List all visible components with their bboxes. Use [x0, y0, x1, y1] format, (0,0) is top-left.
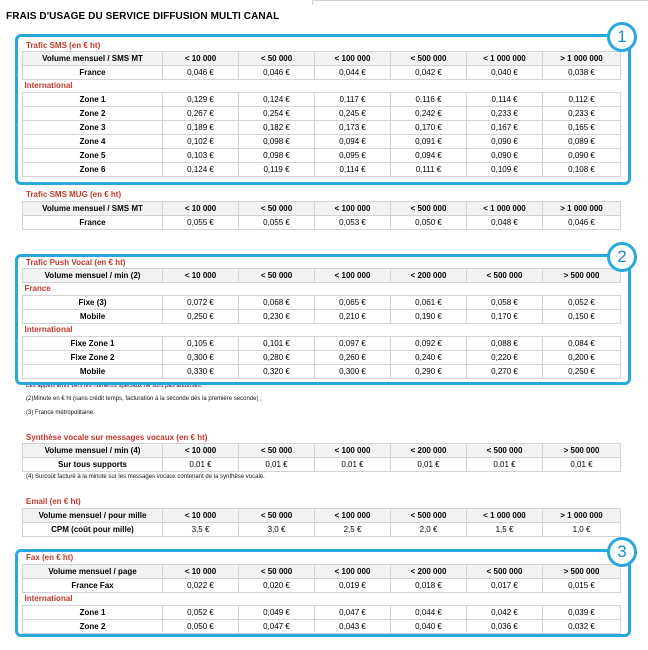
price-cell: 0,245 €	[315, 107, 391, 121]
price-cell: 0,019 €	[315, 579, 391, 593]
price-cell: 0,170 €	[467, 310, 543, 324]
price-cell: 0,098 €	[239, 149, 315, 163]
price-cell: 0,01 €	[239, 458, 315, 472]
price-cell: 0,280 €	[239, 351, 315, 365]
price-cell: 0,055 €	[239, 216, 315, 230]
price-cell: 0,165 €	[543, 121, 621, 135]
price-cell: 0,046 €	[239, 66, 315, 80]
price-cell: 0,084 €	[543, 337, 621, 351]
price-cell: 0,01 €	[391, 458, 467, 472]
price-cell: 0,091 €	[391, 135, 467, 149]
price-cell: 0,129 €	[163, 93, 239, 107]
price-cell: 0,01 €	[315, 458, 391, 472]
price-cell: 0,032 €	[543, 620, 621, 634]
price-cell: 0,065 €	[315, 296, 391, 310]
price-cell: 0,117 €	[315, 93, 391, 107]
price-cell: 0,260 €	[315, 351, 391, 365]
price-cell: 3,5 €	[163, 523, 239, 537]
price-cell: 0,240 €	[391, 351, 467, 365]
price-cell: 0,102 €	[163, 135, 239, 149]
price-cell: 0,242 €	[391, 107, 467, 121]
synth-section-title: Synthèse vocale sur messages vocaux (en € ht)	[26, 433, 208, 442]
price-cell: 0,022 €	[163, 579, 239, 593]
price-cell: 0,170 €	[391, 121, 467, 135]
fax-section-title: Fax (en € ht)	[26, 553, 74, 562]
column-header-volume: Volume mensuel / min (2)	[23, 269, 163, 283]
column-header-tier: < 50 000	[239, 565, 315, 579]
price-cell: 0,090 €	[543, 149, 621, 163]
subsection-label: International	[23, 324, 621, 337]
price-cell: 0,047 €	[315, 606, 391, 620]
price-cell: 0,020 €	[239, 579, 315, 593]
row-label: Mobile	[23, 365, 163, 379]
price-cell: 0,233 €	[467, 107, 543, 121]
price-cell: 0,114 €	[467, 93, 543, 107]
price-cell: 0,114 €	[315, 163, 391, 177]
highlight-box-1	[15, 34, 631, 185]
column-header-tier: < 500 000	[467, 444, 543, 458]
column-header-tier: > 1 000 000	[543, 202, 621, 216]
row-label: France Fax	[23, 579, 163, 593]
price-cell: 0,061 €	[391, 296, 467, 310]
synth-note: (4) Surcoût facturé à la minute sur les messages vocaux contenant de la synthèse vocale.	[26, 474, 265, 480]
price-cell: 0,089 €	[543, 135, 621, 149]
row-label: Zone 2	[23, 620, 163, 634]
email-price-table	[22, 508, 621, 537]
badge-1: 1	[607, 22, 637, 52]
price-cell: 0,048 €	[467, 216, 543, 230]
price-cell: 0,101 €	[239, 337, 315, 351]
row-label: Zone 3	[23, 121, 163, 135]
vocal-note-1: Les appels émis vers les numéros spéciaux ne sont pas autorisés.	[26, 383, 203, 389]
column-header-tier: < 50 000	[239, 444, 315, 458]
price-cell: 0,097 €	[315, 337, 391, 351]
price-cell: 0,173 €	[315, 121, 391, 135]
price-cell: 0,111 €	[391, 163, 467, 177]
price-cell: 3,0 €	[239, 523, 315, 537]
price-cell: 0,01 €	[163, 458, 239, 472]
mug-price-table	[22, 201, 621, 230]
price-cell: 0,046 €	[543, 216, 621, 230]
price-cell: 0,167 €	[467, 121, 543, 135]
price-cell: 0,053 €	[315, 216, 391, 230]
price-cell: 0,105 €	[163, 337, 239, 351]
price-cell: 0,015 €	[543, 579, 621, 593]
column-header-tier: < 100 000	[315, 565, 391, 579]
column-header-tier: < 50 000	[239, 509, 315, 523]
subsection-label: International	[23, 593, 621, 606]
price-cell: 0,200 €	[543, 351, 621, 365]
price-cell: 0,046 €	[163, 66, 239, 80]
row-label: Mobile	[23, 310, 163, 324]
price-cell: 0,150 €	[543, 310, 621, 324]
price-cell: 2,5 €	[315, 523, 391, 537]
row-label: Zone 1	[23, 606, 163, 620]
column-header-tier: < 50 000	[239, 269, 315, 283]
column-header-tier: < 10 000	[163, 269, 239, 283]
price-cell: 0,044 €	[391, 606, 467, 620]
price-cell: 0,220 €	[467, 351, 543, 365]
column-header-tier: < 10 000	[163, 565, 239, 579]
column-header-tier: < 500 000	[391, 52, 467, 66]
price-cell: 0,250 €	[543, 365, 621, 379]
price-cell: 0,233 €	[543, 107, 621, 121]
column-header-tier: > 1 000 000	[543, 52, 621, 66]
price-cell: 0,230 €	[239, 310, 315, 324]
sms-section-title: Trafic SMS (en € ht)	[26, 41, 101, 50]
price-cell: 0,182 €	[239, 121, 315, 135]
badge-3: 3	[607, 537, 637, 567]
row-label: Zone 5	[23, 149, 163, 163]
price-cell: 0,300 €	[163, 351, 239, 365]
price-cell: 0,250 €	[163, 310, 239, 324]
price-cell: 0,050 €	[391, 216, 467, 230]
price-cell: 0,049 €	[239, 606, 315, 620]
price-cell: 0,290 €	[391, 365, 467, 379]
vocal-note-2: (2)Minute en € ht (sans crédit temps, facturation à la seconde dès la première seconde) ;	[26, 396, 262, 402]
price-cell: 0,092 €	[391, 337, 467, 351]
price-cell: 2,0 €	[391, 523, 467, 537]
top-divider	[312, 0, 648, 4]
price-cell: 0,042 €	[467, 606, 543, 620]
row-label: Fixe Zone 2	[23, 351, 163, 365]
column-header-tier: < 1 000 000	[467, 52, 543, 66]
row-label: Zone 2	[23, 107, 163, 121]
badge-2: 2	[607, 242, 637, 272]
price-cell: 0,330 €	[163, 365, 239, 379]
table-row	[23, 458, 621, 472]
column-header-tier: < 500 000	[391, 509, 467, 523]
column-header-tier: < 200 000	[391, 565, 467, 579]
table-header-row	[23, 202, 621, 216]
column-header-tier: < 500 000	[467, 565, 543, 579]
column-header-tier: < 100 000	[315, 509, 391, 523]
column-header-tier: < 100 000	[315, 52, 391, 66]
price-cell: 0,124 €	[163, 163, 239, 177]
table-header-row	[23, 509, 621, 523]
table-row	[23, 216, 621, 230]
column-header-volume: Volume mensuel / pour mille	[23, 509, 163, 523]
price-cell: 0,090 €	[467, 135, 543, 149]
price-cell: 0,01 €	[467, 458, 543, 472]
price-cell: 0,267 €	[163, 107, 239, 121]
mug-section-title: Trafic SMS MUG (en € ht)	[26, 190, 122, 199]
price-cell: 1,5 €	[467, 523, 543, 537]
column-header-tier: < 200 000	[391, 269, 467, 283]
column-header-tier: > 500 000	[543, 444, 621, 458]
column-header-tier: < 50 000	[239, 52, 315, 66]
row-label: Fixe (3)	[23, 296, 163, 310]
column-header-tier: < 500 000	[467, 269, 543, 283]
column-header-tier: > 500 000	[543, 565, 621, 579]
price-cell: 0,050 €	[163, 620, 239, 634]
price-cell: 0,072 €	[163, 296, 239, 310]
price-cell: 0,017 €	[467, 579, 543, 593]
column-header-tier: < 10 000	[163, 202, 239, 216]
price-cell: 0,189 €	[163, 121, 239, 135]
row-label: Fixe Zone 1	[23, 337, 163, 351]
price-cell: 0,094 €	[391, 149, 467, 163]
row-label: France	[23, 66, 163, 80]
column-header-volume: Volume mensuel / SMS MT	[23, 202, 163, 216]
row-label: CPM (coût pour mille)	[23, 523, 163, 537]
price-cell: 0,038 €	[543, 66, 621, 80]
column-header-tier: < 200 000	[391, 444, 467, 458]
column-header-volume: Volume mensuel / SMS MT	[23, 52, 163, 66]
price-cell: 0,119 €	[239, 163, 315, 177]
page-title: FRAIS D'USAGE DU SERVICE DIFFUSION MULTI CANAL	[6, 11, 280, 22]
price-cell: 0,036 €	[467, 620, 543, 634]
price-cell: 0,108 €	[543, 163, 621, 177]
row-label: Zone 4	[23, 135, 163, 149]
price-cell: 0,042 €	[391, 66, 467, 80]
row-label: Zone 6	[23, 163, 163, 177]
column-header-tier: < 100 000	[315, 202, 391, 216]
vocal-section-title: Trafic Push Vocal (en € ht)	[26, 258, 126, 267]
price-cell: 0,068 €	[239, 296, 315, 310]
price-cell: 0,116 €	[391, 93, 467, 107]
column-header-volume: Volume mensuel / page	[23, 565, 163, 579]
price-cell: 0,088 €	[467, 337, 543, 351]
highlight-box-2	[15, 254, 631, 385]
price-cell: 0,040 €	[467, 66, 543, 80]
price-cell: 0,270 €	[467, 365, 543, 379]
row-label: France	[23, 216, 163, 230]
price-cell: 0,098 €	[239, 135, 315, 149]
price-cell: 0,254 €	[239, 107, 315, 121]
price-cell: 0,095 €	[315, 149, 391, 163]
price-cell: 0,210 €	[315, 310, 391, 324]
column-header-tier: < 1 000 000	[467, 509, 543, 523]
subsection-label: France	[23, 283, 621, 296]
synth-price-table	[22, 443, 621, 472]
price-cell: 0,052 €	[543, 296, 621, 310]
column-header-tier: < 1 000 000	[467, 202, 543, 216]
price-cell: 0,055 €	[163, 216, 239, 230]
price-cell: 0,090 €	[467, 149, 543, 163]
table-row	[23, 523, 621, 537]
row-label: Sur tous supports	[23, 458, 163, 472]
column-header-tier: > 1 000 000	[543, 509, 621, 523]
price-cell: 0,052 €	[163, 606, 239, 620]
price-cell: 0,044 €	[315, 66, 391, 80]
price-cell: 0,124 €	[239, 93, 315, 107]
subsection-label: International	[23, 80, 621, 93]
price-cell: 0,300 €	[315, 365, 391, 379]
column-header-tier: < 10 000	[163, 444, 239, 458]
column-header-tier: < 10 000	[163, 509, 239, 523]
price-cell: 1,0 €	[543, 523, 621, 537]
highlight-box-3	[15, 549, 631, 637]
price-cell: 0,094 €	[315, 135, 391, 149]
price-cell: 0,040 €	[391, 620, 467, 634]
price-cell: 0,018 €	[391, 579, 467, 593]
price-cell: 0,01 €	[543, 458, 621, 472]
price-cell: 0,043 €	[315, 620, 391, 634]
table-header-row	[23, 444, 621, 458]
price-cell: 0,058 €	[467, 296, 543, 310]
price-cell: 0,320 €	[239, 365, 315, 379]
column-header-tier: > 500 000	[543, 269, 621, 283]
vocal-note-3: (3) France métropolitaine.	[26, 410, 95, 416]
column-header-tier: < 10 000	[163, 52, 239, 66]
price-cell: 0,190 €	[391, 310, 467, 324]
price-cell: 0,103 €	[163, 149, 239, 163]
column-header-volume: Volume mensuel / min (4)	[23, 444, 163, 458]
price-cell: 0,109 €	[467, 163, 543, 177]
column-header-tier: < 100 000	[315, 269, 391, 283]
column-header-tier: < 50 000	[239, 202, 315, 216]
row-label: Zone 1	[23, 93, 163, 107]
column-header-tier: < 500 000	[391, 202, 467, 216]
price-cell: 0,112 €	[543, 93, 621, 107]
price-cell: 0,039 €	[543, 606, 621, 620]
price-cell: 0,047 €	[239, 620, 315, 634]
email-section-title: Email (en € ht)	[26, 497, 81, 506]
column-header-tier: < 100 000	[315, 444, 391, 458]
